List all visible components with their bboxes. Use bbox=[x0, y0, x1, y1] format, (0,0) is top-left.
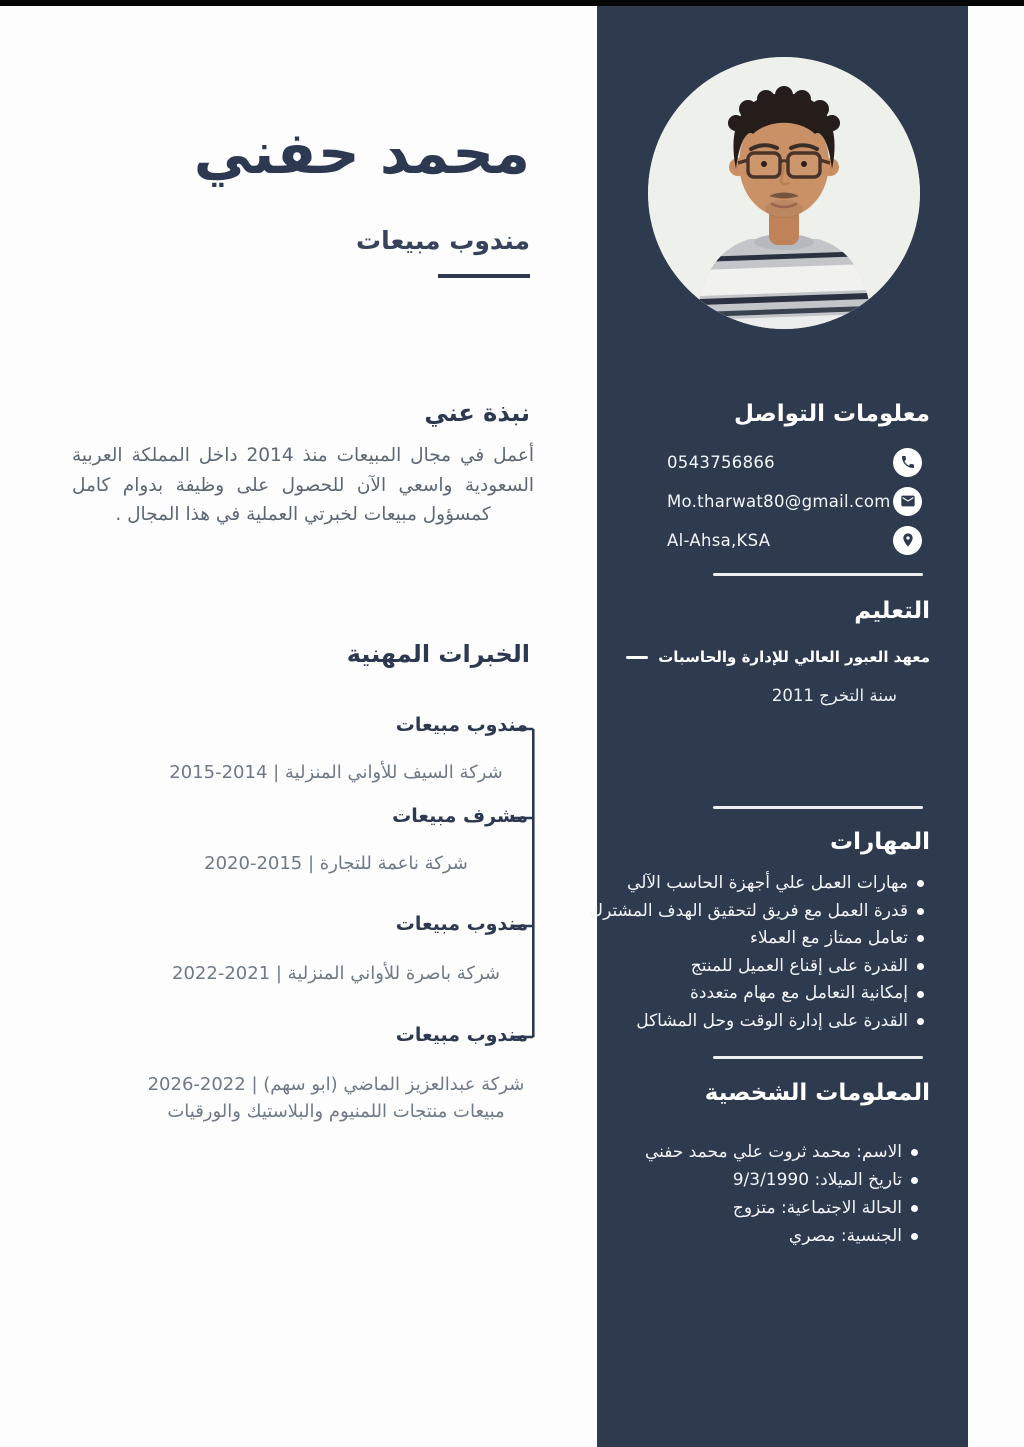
skill-text: قدرة العمل مع فريق لتحقيق الهدف المشترك bbox=[589, 900, 908, 921]
job-title-3: مندوب مبيعات bbox=[395, 913, 528, 935]
education-item bbox=[658, 648, 930, 666]
sidebar bbox=[589, 0, 968, 1447]
skill-text: تعامل ممتاز مع العملاء bbox=[750, 928, 908, 949]
contact-row-location bbox=[597, 525, 968, 555]
personal-item bbox=[645, 1222, 918, 1250]
location-value: Al-Ahsa,KSA bbox=[667, 530, 771, 550]
bullet-dot-icon bbox=[917, 908, 924, 915]
job-company-3: شركة باصرة للأواني المنزلية | 2021-2022 bbox=[172, 963, 500, 984]
education-school: معهد العبور العالي للإدارة والحاسبات bbox=[658, 648, 930, 666]
education-grad-year: سنة التخرج 2011 bbox=[771, 686, 897, 705]
personal-text: الجنسية: مصري bbox=[788, 1226, 902, 1246]
education-dash-marker bbox=[626, 656, 648, 659]
skill-text: إمكانية التعامل مع مهام متعددة bbox=[689, 983, 908, 1004]
bullet-dot-icon bbox=[917, 963, 924, 970]
personal-text: الحالة الاجتماعية: متزوج bbox=[732, 1198, 902, 1218]
skill-item bbox=[589, 1008, 924, 1036]
bullet-dot-icon bbox=[911, 1205, 918, 1212]
job-title-1: مندوب مبيعات bbox=[395, 714, 528, 736]
contact-row-email bbox=[597, 486, 968, 516]
personal-text: الاسم: محمد ثروت علي محمد حفني bbox=[644, 1142, 902, 1162]
skill-item bbox=[589, 980, 924, 1008]
about-text: أعمل في مجال المبيعات منذ 2014 داخل المملكة العربية السعودية واسعي الآن للحصول على وظيفة بدوام كامل كمسؤول مبيعات لخبرتي العملية في هذا المجال . bbox=[72, 445, 534, 525]
skills-list bbox=[589, 870, 924, 1036]
job-company-4 bbox=[140, 1071, 532, 1125]
skills-section-title: المهارات bbox=[830, 829, 930, 855]
job-title-2: مشرف مبيعات bbox=[392, 805, 528, 827]
bullet-dot-icon bbox=[911, 1177, 918, 1184]
skill-text: مهارات العمل علي أجهزة الحاسب الآلي bbox=[627, 873, 908, 893]
person-job-title: مندوب مبيعات bbox=[356, 226, 530, 255]
skill-item bbox=[589, 953, 924, 981]
bullet-dot-icon bbox=[917, 1018, 924, 1025]
skill-text: القدرة على إقناع العميل للمنتج bbox=[690, 955, 908, 976]
sidebar-divider-2 bbox=[713, 806, 923, 809]
job-title-4: مندوب مبيعات bbox=[395, 1024, 528, 1046]
contact-list bbox=[597, 447, 968, 564]
skill-item bbox=[589, 898, 924, 926]
bullet-dot-icon bbox=[911, 1233, 918, 1240]
phone-value: 0543756866 bbox=[667, 452, 775, 472]
email-value: Mo.tharwat80@gmail.com bbox=[667, 491, 891, 511]
contact-row-phone bbox=[597, 447, 968, 477]
profile-photo bbox=[648, 57, 920, 329]
skill-text: القدرة على إدارة الوقت وحل المشاكل bbox=[636, 1010, 908, 1031]
top-strip bbox=[0, 0, 1024, 6]
job-company-4-line2: مبيعات منتجات اللمنيوم والبلاستيك والورقيات bbox=[167, 1101, 505, 1122]
job-company-4-line1: شركة عبدالعزيز الماضي (ابو سهم) | 2022-2026 bbox=[147, 1074, 525, 1095]
education-section-title: التعليم bbox=[854, 598, 930, 624]
profile-photo-illustration bbox=[648, 57, 920, 329]
person-name: محمد حفني bbox=[193, 119, 530, 187]
bullet-dot-icon bbox=[911, 1149, 918, 1156]
sidebar-divider-3 bbox=[713, 1056, 923, 1059]
title-underline bbox=[438, 274, 530, 278]
bullet-dot-icon bbox=[917, 991, 924, 998]
phone-icon bbox=[893, 448, 922, 477]
job-company-1: شركة السيف للأواني المنزلية | 2014-2015 bbox=[169, 762, 503, 783]
personal-text: تاريخ الميلاد: 9/3/1990 bbox=[732, 1170, 902, 1190]
personal-item bbox=[645, 1166, 918, 1194]
personal-info-list bbox=[645, 1138, 918, 1250]
sidebar-divider-1 bbox=[713, 573, 923, 576]
bullet-dot-icon bbox=[917, 880, 924, 887]
skill-item bbox=[589, 925, 924, 953]
location-icon bbox=[893, 526, 922, 555]
about-section-title: نبذة عني bbox=[424, 399, 530, 427]
contact-section-title: معلومات التواصل bbox=[734, 401, 930, 427]
experience-section-title: الخبرات المهنية bbox=[346, 640, 530, 668]
personal-section-title: المعلومات الشخصية bbox=[704, 1080, 930, 1106]
skill-item bbox=[589, 870, 924, 898]
personal-item bbox=[645, 1194, 918, 1222]
bullet-dot-icon bbox=[917, 935, 924, 942]
job-company-2: شركة ناعمة للتجارة | 2015-2020 bbox=[204, 853, 468, 874]
personal-item bbox=[645, 1138, 918, 1166]
email-icon bbox=[893, 487, 922, 516]
